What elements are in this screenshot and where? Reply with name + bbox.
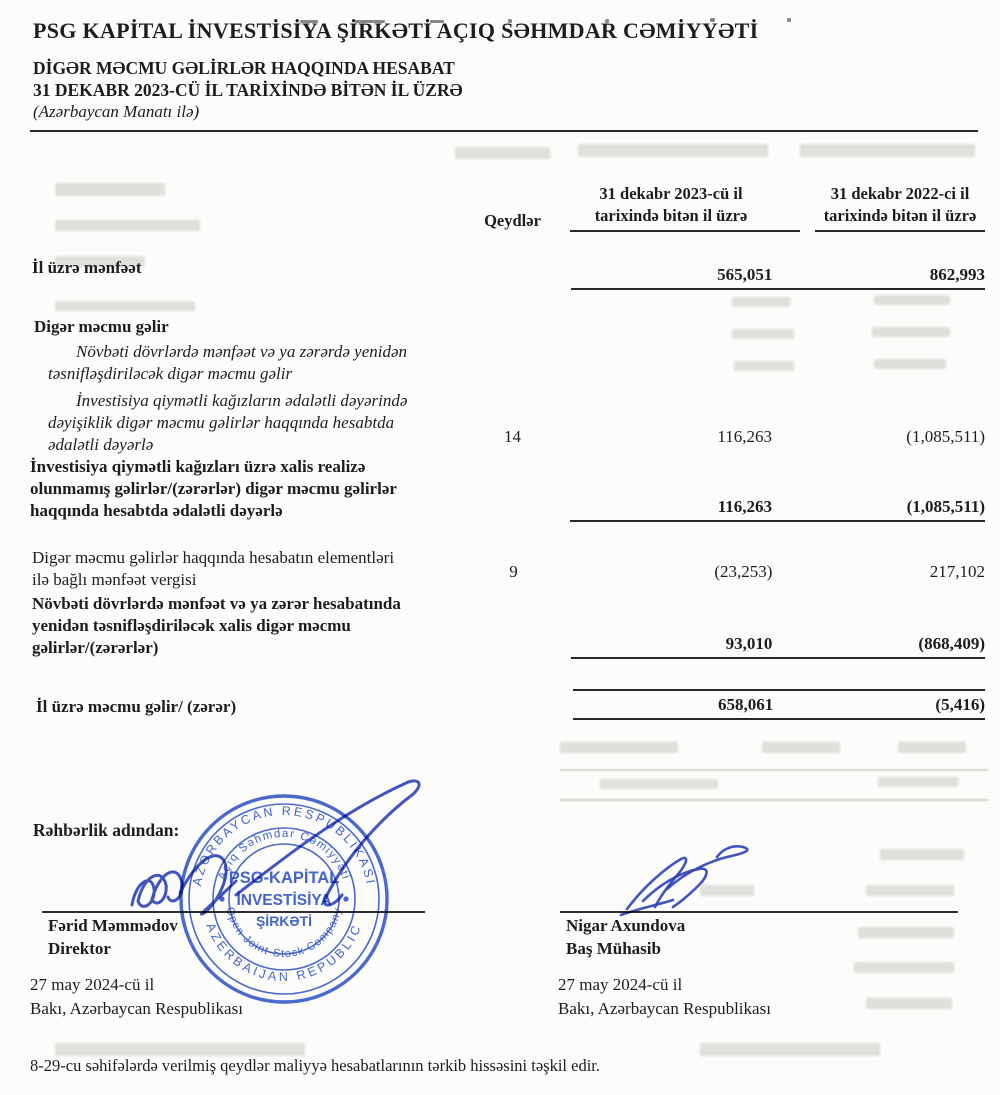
- value-2023: (23,253): [714, 562, 773, 581]
- report-period: 31 DEKABR 2023-CÜ İL TARİXİNDƏ BİTƏN İL ÜZRƏ: [33, 80, 463, 100]
- value-2022: 217,102: [929, 562, 985, 581]
- row-profit-for-year: [30, 254, 985, 290]
- row-income-tax: [30, 547, 985, 591]
- value-2022: (868,409): [800, 633, 985, 659]
- value-2023: 658,061: [573, 689, 802, 720]
- currency-note: (Azərbaycan Manatı ilə): [33, 102, 200, 121]
- row-label: İnvestisiya qiymətli kağızları üzrə xalis realizə olunmamış gəlirlər/(zərərlər) digər məcmu gəlirlər haqqında hesabtda ədalətli dəyərlə: [30, 457, 397, 520]
- value-2023: 116,263: [570, 496, 800, 522]
- value-2023: 565,051: [571, 254, 801, 290]
- row-total-comprehensive: [30, 689, 985, 720]
- stamp-center-line1: PSG-KAPİTAL: [228, 869, 340, 887]
- report-title: DİGƏR MƏCMU GƏLİRLƏR HAQQINDA HESABAT: [33, 58, 455, 78]
- row-label: Növbəti dövrlərdə mənfəət və ya zərər hesabatında yenidən təsnifləşdiriləcək xalis digər məcmu gəlirlər/(zərərlər): [32, 594, 401, 657]
- stamp-center-line3: ŞİRKƏTİ: [255, 913, 313, 929]
- row-label: İl üzrə mənfəət: [32, 258, 142, 277]
- value-2022: (5,416): [801, 689, 985, 720]
- row-oci-heading: [30, 316, 985, 338]
- signature-right-strokes: [621, 846, 747, 915]
- oci-table: [30, 170, 985, 720]
- value-2022: (1,085,511): [800, 496, 985, 522]
- row-label: Digər məcmu gəlirlər haqqında hesabatın elementləri ilə bağlı mənfəət vergisi: [32, 548, 395, 589]
- header-divider: [30, 130, 978, 132]
- table-header-row: [30, 183, 985, 232]
- signature-left-strokes: [132, 781, 419, 914]
- stamp-outer-top-text: AZƏRBAYCAN RESPUBLİKASI: [189, 803, 378, 888]
- value-2023: 116,263: [717, 427, 772, 446]
- stamp-outer-bottom-text: AZERBAIJAN REPUBLIC: [203, 920, 365, 985]
- signatory-name-left: Fərid Məmmədov: [48, 916, 178, 935]
- column-header-2023: 31 dekabr 2023-cü il tarixində bitən il üzrə: [570, 183, 800, 232]
- value-2022: (1,085,511): [906, 427, 985, 446]
- value-2023: 93,010: [571, 633, 801, 659]
- row-net-oci: [30, 593, 985, 659]
- signature-right: [615, 845, 775, 920]
- row-unrealized-gains: [30, 456, 985, 522]
- note-ref: 14: [504, 427, 521, 446]
- row-label: Növbəti dövrlərdə mənfəət və ya zərərdə yenidən təsnifləşdiriləcək digər məcmu gəlir: [48, 342, 408, 383]
- signatory-title-right: Baş Mühasib: [566, 939, 661, 958]
- section-heading: Digər məcmu gəlir: [34, 317, 169, 336]
- stamp-center-line2: İNVESTİSİYA: [236, 892, 332, 909]
- signatory-title-left: Direktor: [48, 939, 111, 958]
- row-reclass-intro: [30, 341, 985, 385]
- signature-left: [120, 765, 460, 930]
- column-header-notes: Qeydlər: [484, 211, 541, 230]
- date-left: 27 may 2024-cü il: [30, 975, 155, 994]
- row-label: İl üzrə məcmu gəlir/ (zərər): [36, 697, 237, 716]
- column-header-2022: 31 dekabr 2022-ci il tarixində bitən il üzrə: [815, 183, 985, 232]
- row-label: İnvestisiya qiymətli kağızların ədalətli dəyərində dəyişiklik digər məcmu gəlirlər haqqında hesabtda ədalətli dəyərlə: [48, 391, 408, 454]
- stamp-middle-bottom-text: Open Joint-Stock Company: [223, 905, 345, 961]
- company-title: PSG KAPİTAL İNVESTİSİYA ŞİRKƏTİ AÇIQ SƏHMDAR CƏMİYYƏTİ: [33, 18, 759, 43]
- row-fair-value-change: [30, 390, 985, 456]
- date-right: 27 may 2024-cü il: [558, 975, 683, 994]
- signatories-heading: Rəhbərlik adından:: [33, 820, 180, 840]
- signatory-name-right: Nigar Axundova: [566, 916, 686, 935]
- footer-note: 8-29-cu səhifələrdə verilmiş qeydlər maliyyə hesabatlarının tərkib hissəsini təşkil edir.: [30, 1056, 600, 1075]
- stamp-middle-top-text: Açıq Səhmdar Cəmiyyəti: [216, 827, 352, 882]
- note-ref: 9: [509, 562, 518, 581]
- place-left: Bakı, Azərbaycan Respublikası: [30, 999, 243, 1018]
- place-right: Bakı, Azərbaycan Respublikası: [558, 999, 771, 1018]
- value-2022: 862,993: [800, 254, 985, 290]
